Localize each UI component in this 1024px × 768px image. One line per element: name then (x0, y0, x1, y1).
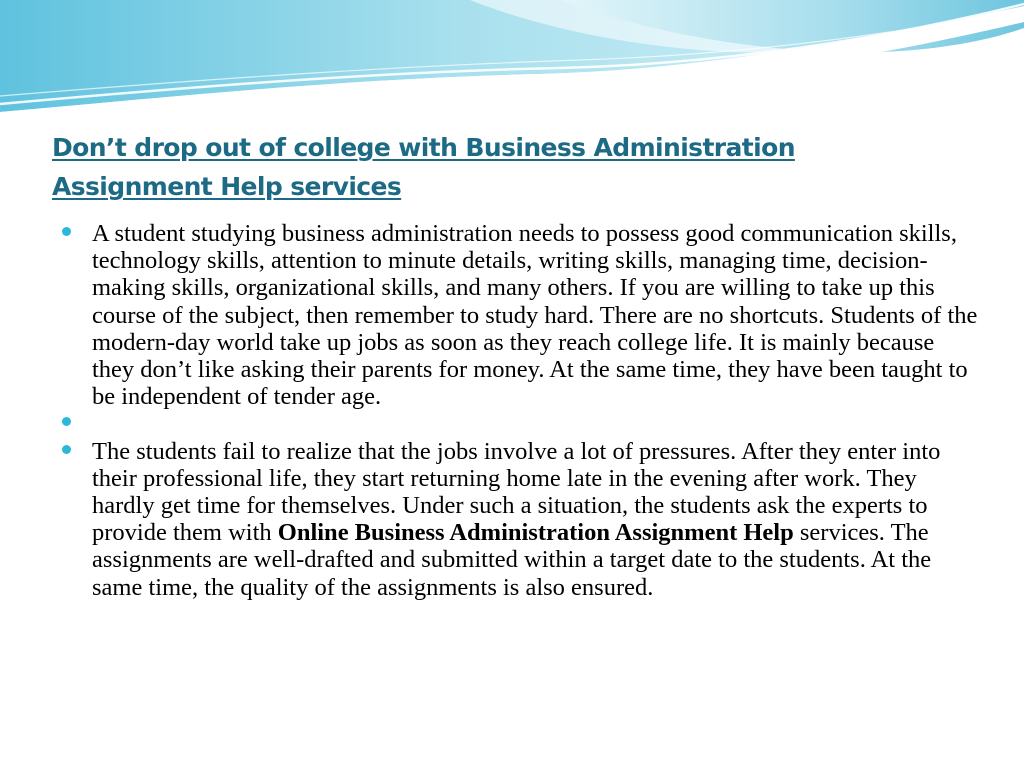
bullet-dot-icon (62, 417, 71, 426)
bullet-text: A student studying business administration needs to possess good communication skills, technology skills, attention to minute details, writing skills, managing time, decision-making skills, organizational skills, and many others. If you are willing to take up this course of the subject, then remember to study hard. There are no shortcuts. Students of the modern-day world take up jobs as soon as they reach college life. It is mainly because they don’t like asking their parents for money. At the same time, they have been taught to be independent of tender age. (92, 220, 978, 411)
bullet-text (92, 438, 940, 601)
bullet-text-bold: Online Business Administration Assignment Help (277, 519, 794, 547)
decorative-wave-header (0, 0, 1024, 120)
bullet-list (60, 220, 980, 601)
slide-title: Don’t drop out of college with Business Administration Assignment Help services (52, 133, 795, 201)
bullet-text-empty (92, 410, 980, 437)
bullet-dot-icon (62, 445, 71, 454)
bullet-item-3 (60, 438, 980, 601)
bullet-text-before: The students fail to realize that the jobs involve a lot of pressures. After they enter into their professional life, they start returning home late in the evening after work. They hardly get time for themselves. Under such a situation, the students ask the experts to provide them with (92, 437, 941, 547)
bullet-item-2 (60, 410, 980, 437)
bullet-item-1 (60, 220, 980, 410)
bullet-text-after: services. The assignments are well-drafted and submitted within a target date to the students. At the same time, the quality of the assignments is also ensured. (92, 519, 932, 601)
bullet-dot-icon (62, 227, 71, 236)
